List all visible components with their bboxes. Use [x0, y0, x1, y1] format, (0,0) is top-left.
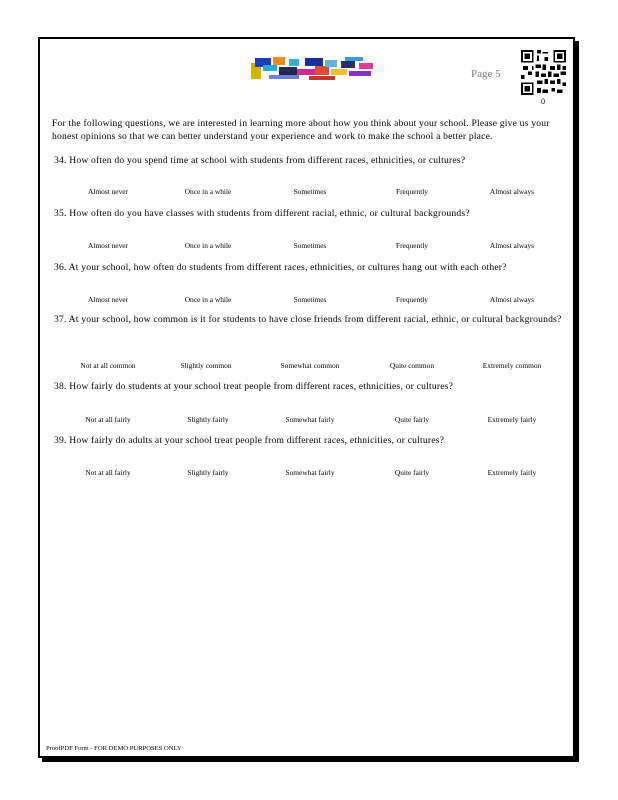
question-37: 37. At your school, how common is it for students to have close friends from different racial, ethnic, or cultural backgrounds?: [54, 314, 562, 325]
option-extremely-fairly[interactable]: Extremely fairly: [487, 468, 537, 477]
question-38: 38. How fairly do students at your school treat people from different races, ethnicities, or cultures?: [54, 381, 454, 392]
option-almost-never[interactable]: Almost never: [87, 295, 129, 304]
option-not-at-all-fairly[interactable]: Not at all fairly: [85, 468, 131, 477]
instructions-text: For the following questions, we are interested in learning more about how you think about your school. Please give us your honest opinions so that we can better understand your experience and work to make the school a better place.: [52, 118, 550, 142]
page-number: Page 5: [471, 68, 501, 80]
option-once-in-a-while[interactable]: Once in a while: [184, 241, 232, 250]
option-quite-common[interactable]: Quite common: [389, 361, 435, 370]
option-once-in-a-while[interactable]: Once in a while: [184, 295, 232, 304]
option-sometimes[interactable]: Sometimes: [293, 295, 327, 304]
option-extremely-fairly[interactable]: Extremely fairly: [487, 415, 537, 424]
options-38: [56, 415, 564, 427]
option-frequently[interactable]: Frequently: [395, 187, 429, 196]
option-somewhat-common[interactable]: Somewhat common: [280, 361, 340, 370]
option-almost-always[interactable]: Almost always: [489, 295, 535, 304]
qr-code-icon: [521, 50, 566, 95]
school-logo: [249, 55, 378, 83]
option-almost-never[interactable]: Almost never: [87, 241, 129, 250]
options-35: [56, 241, 564, 253]
form-page: [38, 37, 575, 758]
question-35: 35. How often do you have classes with students from different racial, ethnic, or cultural backgrounds?: [54, 208, 470, 219]
option-slightly-fairly[interactable]: Slightly fairly: [187, 468, 229, 477]
question-34: 34. How often do you spend time at school with students from different races, ethnicities, or cultures?: [54, 155, 466, 166]
option-not-at-all-common[interactable]: Not at all common: [80, 361, 136, 370]
option-almost-always[interactable]: Almost always: [489, 187, 535, 196]
option-somewhat-fairly[interactable]: Somewhat fairly: [285, 415, 335, 424]
option-frequently[interactable]: Frequently: [395, 295, 429, 304]
option-slightly-fairly[interactable]: Slightly fairly: [187, 415, 229, 424]
option-almost-always[interactable]: Almost always: [489, 241, 535, 250]
question-39: 39. How fairly do adults at your school treat people from different races, ethnicities, or cultures?: [54, 435, 445, 446]
option-almost-never[interactable]: Almost never: [87, 187, 129, 196]
option-sometimes[interactable]: Sometimes: [293, 187, 327, 196]
options-36: [56, 295, 564, 307]
option-sometimes[interactable]: Sometimes: [293, 241, 327, 250]
qr-caption: 0: [541, 97, 545, 106]
option-once-in-a-while[interactable]: Once in a while: [184, 187, 232, 196]
demo-footer: ProofPDF Form - FOR DEMO PURPOSES ONLY: [46, 745, 182, 752]
options-39: [56, 468, 564, 480]
options-34: [56, 187, 564, 199]
option-quite-fairly[interactable]: Quite fairly: [394, 415, 430, 424]
option-slightly-common[interactable]: Slightly common: [180, 361, 232, 370]
options-37: [56, 361, 564, 373]
option-frequently[interactable]: Frequently: [395, 241, 429, 250]
question-36: 36. At your school, how often do students from different races, ethnicities, or cultures hang out with each other?: [54, 262, 507, 273]
option-somewhat-fairly[interactable]: Somewhat fairly: [285, 468, 335, 477]
option-not-at-all-fairly[interactable]: Not at all fairly: [85, 415, 131, 424]
option-quite-fairly[interactable]: Quite fairly: [394, 468, 430, 477]
option-extremely-common[interactable]: Extremely common: [482, 361, 542, 370]
